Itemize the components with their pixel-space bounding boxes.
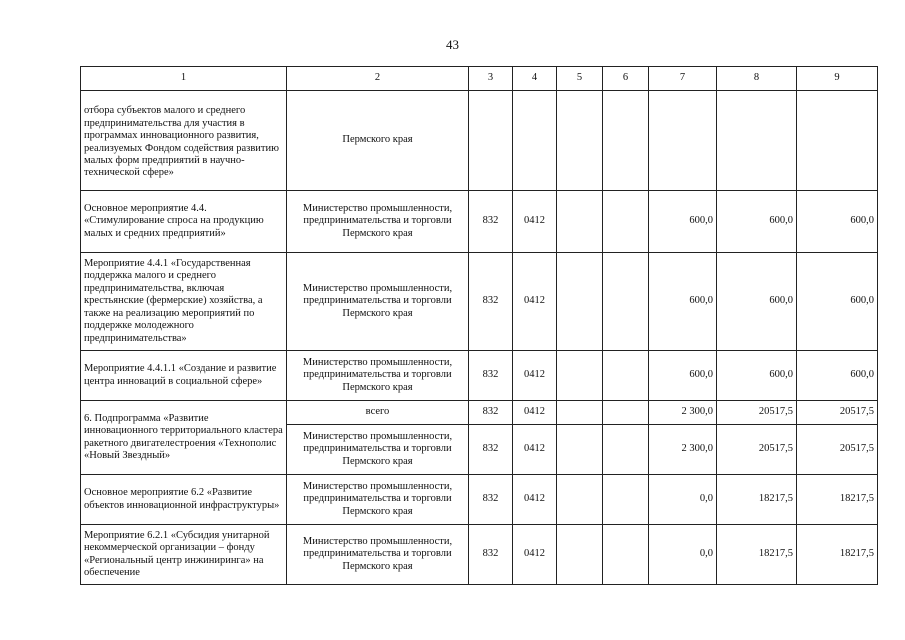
amount-c8 xyxy=(717,91,797,191)
executor: Министерство промышленности, предпринимательства и торговли Пермского края xyxy=(287,191,469,253)
cell-c5 xyxy=(557,351,603,401)
amount-c7: 2 300,0 xyxy=(649,425,717,475)
section-cell: 0412 xyxy=(513,401,557,425)
executor: Министерство промышленности, предпринимательства и торговли Пермского края xyxy=(287,351,469,401)
amount-c7: 0,0 xyxy=(649,525,717,585)
cell-c5 xyxy=(557,91,603,191)
kbk-cell: 832 xyxy=(469,351,513,401)
kbk-cell xyxy=(469,91,513,191)
section-cell xyxy=(513,91,557,191)
amount-c7: 2 300,0 xyxy=(649,401,717,425)
amount-c7: 600,0 xyxy=(649,253,717,351)
table-row xyxy=(81,475,878,525)
amount-c9: 600,0 xyxy=(797,351,878,401)
page-number: 43 xyxy=(446,37,459,52)
section-cell: 0412 xyxy=(513,425,557,475)
cell-c6 xyxy=(603,351,649,401)
column-header: 7 xyxy=(649,67,717,91)
section-cell: 0412 xyxy=(513,351,557,401)
cell-c6 xyxy=(603,91,649,191)
cell-c5 xyxy=(557,475,603,525)
column-header: 5 xyxy=(557,67,603,91)
amount-c8: 20517,5 xyxy=(717,401,797,425)
cell-c6 xyxy=(603,525,649,585)
amount-c8: 600,0 xyxy=(717,253,797,351)
table-row xyxy=(81,253,878,351)
amount-c8: 18217,5 xyxy=(717,525,797,585)
table-row xyxy=(81,525,878,585)
kbk-cell: 832 xyxy=(469,475,513,525)
section-cell: 0412 xyxy=(513,525,557,585)
amount-c9: 18217,5 xyxy=(797,475,878,525)
activity-name: Мероприятие 4.4.1 «Государственная поддержка малого и среднего предпринимательства, включая крестьянские (фермерские) хозяйства, а также на реализацию мероприятий по поддержке молодежного предпринимательства» xyxy=(81,253,287,351)
executor: Пермского края xyxy=(287,91,469,191)
amount-c9: 18217,5 xyxy=(797,525,878,585)
amount-c9: 20517,5 xyxy=(797,425,878,475)
kbk-cell: 832 xyxy=(469,253,513,351)
amount-c8: 18217,5 xyxy=(717,475,797,525)
activity-name: Основное мероприятие 4.4. «Стимулирование спроса на продукцию малых и средних предприятий» xyxy=(81,191,287,253)
column-header: 1 xyxy=(81,67,287,91)
activity-name: Мероприятие 4.4.1.1 «Создание и развитие центра инноваций в социальной сфере» xyxy=(81,351,287,401)
section-cell: 0412 xyxy=(513,191,557,253)
column-header: 2 xyxy=(287,67,469,91)
amount-c9: 600,0 xyxy=(797,191,878,253)
table-row xyxy=(81,351,878,401)
column-header: 9 xyxy=(797,67,878,91)
cell-c5 xyxy=(557,191,603,253)
executor: всего xyxy=(287,401,469,425)
amount-c9 xyxy=(797,91,878,191)
table-row xyxy=(81,91,878,191)
amount-c7: 0,0 xyxy=(649,475,717,525)
column-header: 6 xyxy=(603,67,649,91)
section-cell: 0412 xyxy=(513,253,557,351)
activity-name: Мероприятие 6.2.1 «Субсидия унитарной некоммерческой организации – фонду «Региональный центр инжиниринга» на обеспечение xyxy=(81,525,287,585)
table-row xyxy=(81,401,878,425)
cell-c6 xyxy=(603,253,649,351)
cell-c6 xyxy=(603,425,649,475)
executor: Министерство промышленности, предпринимательства и торговли Пермского края xyxy=(287,525,469,585)
kbk-cell: 832 xyxy=(469,425,513,475)
executor: Министерство промышленности, предпринимательства и торговли Пермского края xyxy=(287,475,469,525)
amount-c7: 600,0 xyxy=(649,191,717,253)
amount-c8: 20517,5 xyxy=(717,425,797,475)
budget-table xyxy=(80,66,878,585)
cell-c6 xyxy=(603,191,649,253)
cell-c5 xyxy=(557,401,603,425)
cell-c6 xyxy=(603,475,649,525)
amount-c9: 20517,5 xyxy=(797,401,878,425)
header-row xyxy=(81,67,878,91)
cell-c5 xyxy=(557,425,603,475)
kbk-cell: 832 xyxy=(469,191,513,253)
amount-c8: 600,0 xyxy=(717,191,797,253)
amount-c8: 600,0 xyxy=(717,351,797,401)
kbk-cell: 832 xyxy=(469,525,513,585)
amount-c7 xyxy=(649,91,717,191)
cell-c5 xyxy=(557,253,603,351)
activity-name: 6. Подпрограмма «Развитие инновационного территориального кластера ракетного двигателестроения «Технополис «Новый Звездный» xyxy=(81,401,287,475)
executor: Министерство промышленности, предпринимательства и торговли Пермского края xyxy=(287,425,469,475)
executor: Министерство промышленности, предпринимательства и торговли Пермского края xyxy=(287,253,469,351)
activity-name: Основное мероприятие 6.2 «Развитие объектов инновационной инфраструктуры» xyxy=(81,475,287,525)
activity-name: отбора субъектов малого и среднего предпринимательства для участия в программах инновационного развития, реализуемых Фондом содействия развитию малых форм предприятий в научно-технической сфере» xyxy=(81,91,287,191)
cell-c6 xyxy=(603,401,649,425)
section-cell: 0412 xyxy=(513,475,557,525)
cell-c5 xyxy=(557,525,603,585)
kbk-cell: 832 xyxy=(469,401,513,425)
column-header: 8 xyxy=(717,67,797,91)
amount-c7: 600,0 xyxy=(649,351,717,401)
amount-c9: 600,0 xyxy=(797,253,878,351)
table-row xyxy=(81,191,878,253)
column-header: 3 xyxy=(469,67,513,91)
column-header: 4 xyxy=(513,67,557,91)
